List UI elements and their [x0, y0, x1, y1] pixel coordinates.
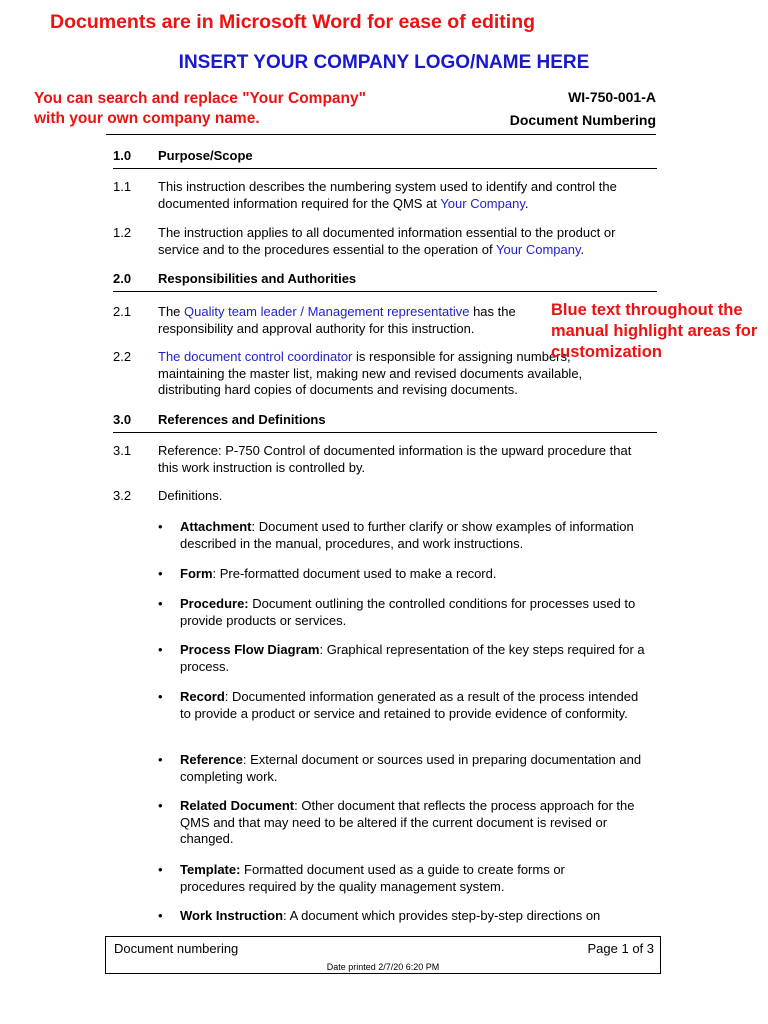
footer-document-name: Document numbering	[114, 941, 239, 956]
search-replace-note: You can search and replace "Your Company" with your own company name.	[34, 90, 366, 127]
section-title: Purpose/Scope	[158, 148, 253, 163]
bullet-icon: •	[158, 798, 163, 813]
paragraph-text: Reference: P-750 Control of documented information is the upward procedure that this work instruction is controlled by.	[158, 443, 632, 475]
section-number: 2.0	[113, 271, 132, 286]
paragraph-1-1	[113, 179, 653, 213]
definition-item-reference	[158, 752, 658, 786]
paragraph-number: 1.1	[113, 179, 132, 194]
page-number: Page 1 of 3	[587, 941, 654, 956]
definition-text: Record: Documented information generated as a result of the process intended to provide a product or service and retained to provide evidence of conformity.	[180, 689, 639, 721]
definition-text: Attachment: Document used to further clarify or show examples of information described in the manual, procedures, and work instructions.	[180, 519, 634, 551]
paragraph-text: Definitions.	[158, 488, 223, 503]
bullet-icon: •	[158, 596, 163, 611]
paragraph-number: 2.2	[113, 349, 132, 364]
section-heading-purpose	[113, 148, 657, 169]
definition-text: Process Flow Diagram: Graphical representation of the key steps required for a process.	[180, 642, 645, 674]
definition-item-form	[158, 566, 658, 584]
definition-item-procedure	[158, 596, 658, 630]
definition-term: Related Document	[180, 798, 295, 813]
document-title: Document Numbering	[509, 112, 656, 128]
paragraph-3-2	[113, 488, 653, 506]
document-id: WI-750-001-A	[568, 89, 656, 105]
section-heading-references	[113, 412, 657, 433]
definition-term: Record	[180, 689, 225, 704]
paragraph-number: 3.1	[113, 443, 132, 458]
definition-term: Form	[180, 566, 213, 581]
paragraph-number: 1.2	[113, 225, 132, 240]
definition-term: Attachment	[180, 519, 252, 534]
paragraph-text: The document control coordinator is responsible for assigning numbers, maintaining the master list, making new and revised documents available, distributing hard copies of documents and revising documents.	[158, 349, 583, 397]
section-heading-responsibilities	[113, 271, 657, 292]
paragraph-3-1	[113, 443, 653, 477]
logo-placeholder-text: INSERT YOUR COMPANY LOGO/NAME HERE	[178, 52, 590, 73]
paragraph-number: 2.1	[113, 304, 132, 319]
paragraph-text: This instruction describes the numbering system used to identify and control the documented information required for the QMS at Your Company.	[158, 179, 617, 211]
role-placeholder: The document control coordinator	[158, 349, 353, 364]
definition-term: Reference	[180, 752, 243, 767]
company-name-placeholder: Your Company	[440, 195, 525, 211]
definition-text: Procedure: Document outlining the controlled conditions for processes used to provide products or services.	[180, 596, 636, 628]
header-divider	[106, 134, 656, 135]
section-number: 1.0	[113, 148, 132, 163]
definition-item-work-instruction	[158, 908, 658, 926]
bullet-icon: •	[158, 642, 163, 657]
definition-text: Related Document: Other document that reflects the process approach for the QMS and that may need to be altered if the current document is revised or changed.	[180, 798, 635, 846]
definition-text: Template: Formatted document used as a guide to create forms or procedures required by the quality management system.	[180, 862, 565, 894]
definition-text: Work Instruction: A document which provides step-by-step directions on	[180, 908, 601, 923]
company-name-placeholder: Your Company	[495, 241, 581, 257]
definition-term: Template:	[180, 862, 241, 877]
role-placeholder: Quality team leader / Management representative	[184, 304, 470, 319]
definition-item-process-flow-diagram	[158, 642, 658, 676]
paragraph-number: 3.2	[113, 488, 132, 503]
definition-text: Reference: External document or sources used in preparing documentation and completing work.	[180, 752, 642, 784]
section-title: Responsibilities and Authorities	[158, 271, 357, 286]
definition-item-record	[158, 689, 658, 739]
paragraph-2-1	[113, 304, 516, 338]
bullet-icon: •	[158, 862, 163, 877]
paragraph-text: The Quality team leader / Management representative has the responsibility and approval authority for this instruction.	[158, 304, 516, 336]
bullet-icon: •	[158, 908, 163, 923]
date-printed: Date printed 2/7/20 6:20 PM	[326, 962, 440, 972]
company-logo-placeholder	[0, 52, 768, 74]
paragraph-text: The instruction applies to all documented information essential to the product or service and to the procedures essential to the operation of Your Company.	[158, 225, 616, 257]
word-edit-notice: Documents are in Microsoft Word for ease of editing	[50, 11, 536, 33]
definition-text: Form: Pre-formatted document used to make a record.	[180, 566, 497, 581]
section-title: References and Definitions	[158, 412, 326, 427]
page-footer	[105, 936, 661, 974]
definition-term: Process Flow Diagram	[180, 642, 320, 657]
bullet-icon: •	[158, 519, 163, 534]
definition-item-template	[158, 862, 658, 896]
section-number: 3.0	[113, 412, 132, 427]
bullet-icon: •	[158, 689, 163, 704]
customization-note: Blue text throughout the manual highlight areas for customization	[551, 301, 758, 361]
definition-term: Procedure:	[180, 596, 249, 611]
definition-item-related-document	[158, 798, 658, 848]
bullet-icon: •	[158, 566, 163, 581]
bullet-icon: •	[158, 752, 163, 767]
definition-item-attachment	[158, 519, 658, 553]
definition-term: Work Instruction	[180, 908, 284, 923]
paragraph-1-2	[113, 225, 653, 259]
